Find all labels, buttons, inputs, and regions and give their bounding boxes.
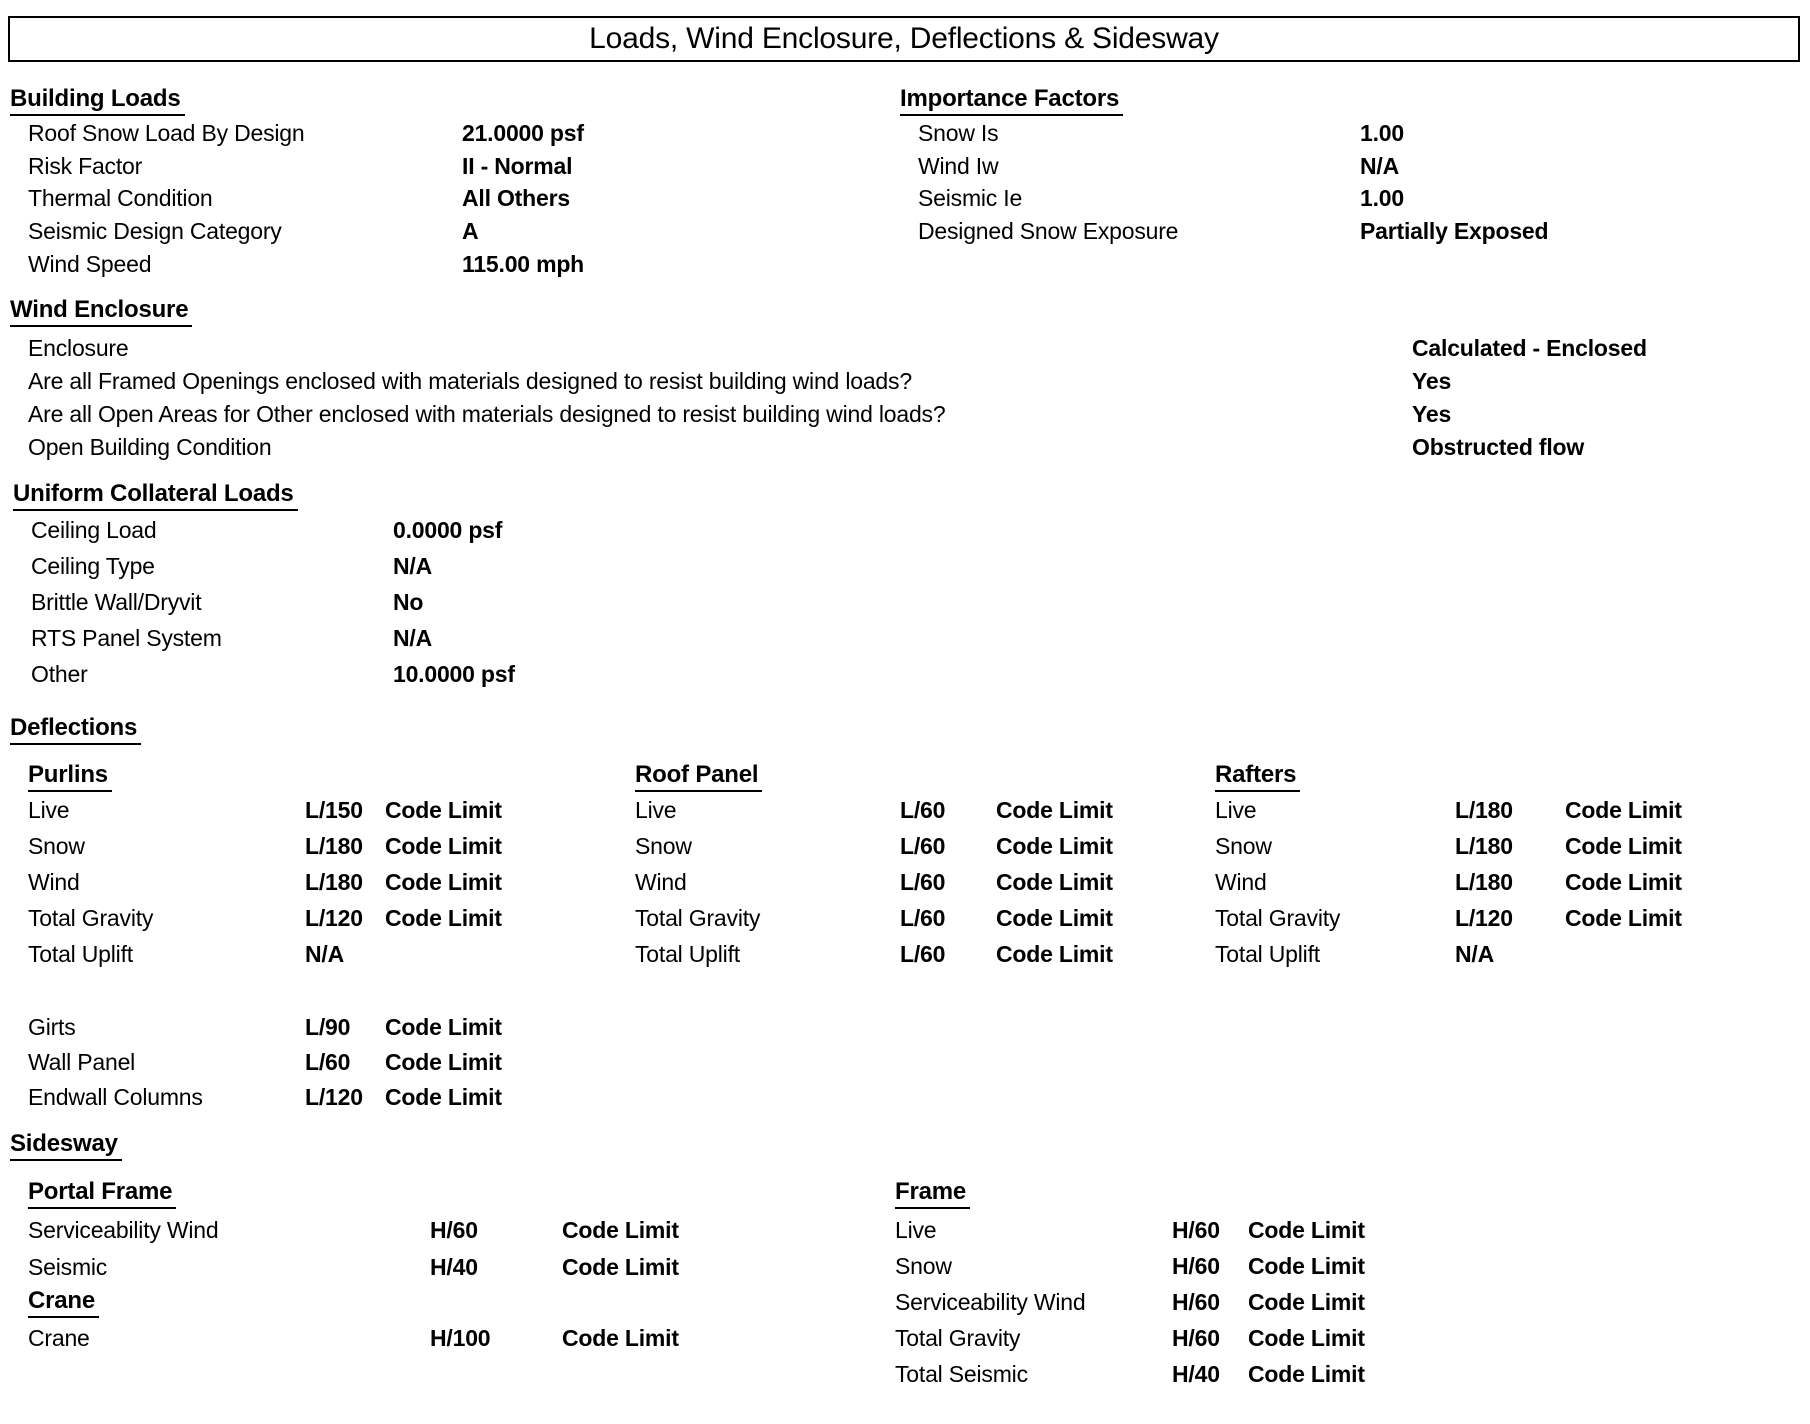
purlins-label: Wind (28, 869, 80, 895)
wall-deflection-label: Wall Panel (28, 1049, 136, 1075)
portal-frame-heading: Portal Frame (28, 1179, 176, 1209)
collateral-value: N/A (393, 553, 433, 579)
roof-panel-label: Live (635, 797, 677, 823)
frame-label: Total Gravity (895, 1325, 1021, 1351)
building-loads-value: II - Normal (462, 153, 573, 179)
importance-factors-value: Partially Exposed (1360, 218, 1549, 244)
rafters-label: Wind (1215, 869, 1267, 895)
purlins-value: N/A (305, 941, 345, 967)
rafters-value: L/120 (1455, 905, 1513, 931)
purlins-value: L/180 (305, 833, 363, 859)
purlins-limit: Code Limit (385, 905, 502, 931)
sidesway-heading: Sidesway (10, 1131, 122, 1161)
frame-value: H/60 (1172, 1217, 1220, 1243)
roof-panel-value: L/60 (900, 797, 946, 823)
roof-panel-value: L/60 (900, 869, 946, 895)
frame-heading: Frame (895, 1179, 970, 1209)
collateral-label: Ceiling Load (31, 517, 157, 543)
roof-panel-limit: Code Limit (996, 833, 1113, 859)
building-loads-label: Seismic Design Category (28, 218, 282, 244)
building-loads-label: Roof Snow Load By Design (28, 120, 305, 146)
collateral-label: RTS Panel System (31, 625, 222, 651)
frame-label: Snow (895, 1253, 952, 1279)
crane-limit: Code Limit (562, 1325, 679, 1351)
importance-factors-label: Designed Snow Exposure (918, 218, 1179, 244)
purlins-value: L/120 (305, 905, 363, 931)
portal-frame-value: H/40 (430, 1254, 478, 1280)
rafters-value: L/180 (1455, 797, 1513, 823)
purlins-limit: Code Limit (385, 797, 502, 823)
wall-deflection-label: Endwall Columns (28, 1084, 203, 1110)
building-loads-value: 115.00 mph (462, 251, 585, 277)
purlins-value: L/180 (305, 869, 363, 895)
crane-value: H/100 (430, 1325, 491, 1351)
wind-enclosure-value: Yes (1412, 401, 1452, 427)
frame-label: Live (895, 1217, 937, 1243)
purlins-label: Total Uplift (28, 941, 133, 967)
purlins-heading: Purlins (28, 762, 112, 792)
purlins-limit: Code Limit (385, 833, 502, 859)
rafters-label: Total Gravity (1215, 905, 1341, 931)
wall-deflection-value: L/120 (305, 1084, 363, 1110)
wall-deflection-value: L/90 (305, 1014, 351, 1040)
portal-frame-limit: Code Limit (562, 1254, 679, 1280)
collateral-value: N/A (393, 625, 433, 651)
roof-panel-limit: Code Limit (996, 797, 1113, 823)
building-loads-value: 21.0000 psf (462, 120, 584, 146)
building-loads-label: Wind Speed (28, 251, 152, 277)
purlins-value: L/150 (305, 797, 363, 823)
wind-enclosure-label: Are all Open Areas for Other enclosed with materials designed to resist building wind loads? (28, 401, 946, 427)
frame-limit: Code Limit (1248, 1253, 1365, 1279)
portal-frame-label: Seismic (28, 1254, 108, 1280)
roof-panel-heading: Roof Panel (635, 762, 762, 792)
page-title: Loads, Wind Enclosure, Deflections & Sidesway (589, 22, 1219, 55)
wall-deflection-limit: Code Limit (385, 1014, 502, 1040)
frame-value: H/60 (1172, 1253, 1220, 1279)
importance-factors-value: 1.00 (1360, 120, 1404, 146)
wind-enclosure-label: Enclosure (28, 335, 129, 361)
roof-panel-limit: Code Limit (996, 869, 1113, 895)
purlins-label: Live (28, 797, 70, 823)
wind-enclosure-label: Open Building Condition (28, 434, 272, 460)
rafters-limit: Code Limit (1565, 905, 1682, 931)
rafters-value: N/A (1455, 941, 1495, 967)
purlins-limit: Code Limit (385, 869, 502, 895)
roof-panel-label: Total Uplift (635, 941, 740, 967)
deflections-heading: Deflections (10, 715, 141, 745)
building-loads-label: Risk Factor (28, 153, 143, 179)
wall-deflection-limit: Code Limit (385, 1084, 502, 1110)
collateral-value: No (393, 589, 424, 615)
rafters-limit: Code Limit (1565, 869, 1682, 895)
wall-deflection-value: L/60 (305, 1049, 351, 1075)
rafters-heading: Rafters (1215, 762, 1300, 792)
building-loads-value: All Others (462, 185, 570, 211)
importance-factors-label: Wind Iw (918, 153, 999, 179)
frame-limit: Code Limit (1248, 1289, 1365, 1315)
rafters-value: L/180 (1455, 869, 1513, 895)
rafters-label: Snow (1215, 833, 1272, 859)
wall-deflection-label: Girts (28, 1014, 76, 1040)
importance-factors-value: 1.00 (1360, 185, 1404, 211)
roof-panel-label: Snow (635, 833, 692, 859)
collateral-value: 10.0000 psf (393, 661, 515, 687)
wall-deflection-limit: Code Limit (385, 1049, 502, 1075)
collateral-label: Other (31, 661, 88, 687)
roof-panel-limit: Code Limit (996, 941, 1113, 967)
roof-panel-value: L/60 (900, 941, 946, 967)
wind-enclosure-label: Are all Framed Openings enclosed with materials designed to resist building wind loads? (28, 368, 912, 394)
rafters-limit: Code Limit (1565, 833, 1682, 859)
building-loads-heading: Building Loads (10, 86, 185, 116)
purlins-label: Snow (28, 833, 85, 859)
importance-factors-label: Seismic Ie (918, 185, 1023, 211)
rafters-label: Total Uplift (1215, 941, 1320, 967)
portal-frame-label: Serviceability Wind (28, 1217, 219, 1243)
uniform-collateral-loads-heading: Uniform Collateral Loads (13, 481, 298, 511)
importance-factors-value: N/A (1360, 153, 1400, 179)
portal-frame-value: H/60 (430, 1217, 478, 1243)
frame-limit: Code Limit (1248, 1217, 1365, 1243)
rafters-label: Live (1215, 797, 1257, 823)
frame-limit: Code Limit (1248, 1361, 1365, 1387)
collateral-label: Brittle Wall/Dryvit (31, 589, 202, 615)
collateral-label: Ceiling Type (31, 553, 155, 579)
collateral-value: 0.0000 psf (393, 517, 503, 543)
importance-factors-heading: Importance Factors (900, 86, 1123, 116)
wind-enclosure-value: Calculated - Enclosed (1412, 335, 1647, 361)
rafters-value: L/180 (1455, 833, 1513, 859)
roof-panel-value: L/60 (900, 905, 946, 931)
building-loads-label: Thermal Condition (28, 185, 213, 211)
wind-enclosure-value: Obstructed flow (1412, 434, 1585, 460)
roof-panel-label: Wind (635, 869, 687, 895)
importance-factors-label: Snow Is (918, 120, 999, 146)
crane-heading: Crane (28, 1288, 99, 1318)
roof-panel-value: L/60 (900, 833, 946, 859)
portal-frame-limit: Code Limit (562, 1217, 679, 1243)
frame-value: H/40 (1172, 1361, 1220, 1387)
wind-enclosure-heading: Wind Enclosure (10, 297, 192, 327)
purlins-label: Total Gravity (28, 905, 154, 931)
rafters-limit: Code Limit (1565, 797, 1682, 823)
wind-enclosure-value: Yes (1412, 368, 1452, 394)
frame-value: H/60 (1172, 1289, 1220, 1315)
frame-value: H/60 (1172, 1325, 1220, 1351)
roof-panel-label: Total Gravity (635, 905, 761, 931)
frame-limit: Code Limit (1248, 1325, 1365, 1351)
building-loads-value: A (462, 218, 479, 244)
title-box (8, 16, 1800, 62)
roof-panel-limit: Code Limit (996, 905, 1113, 931)
frame-label: Serviceability Wind (895, 1289, 1086, 1315)
crane-label: Crane (28, 1325, 90, 1351)
frame-label: Total Seismic (895, 1361, 1028, 1387)
